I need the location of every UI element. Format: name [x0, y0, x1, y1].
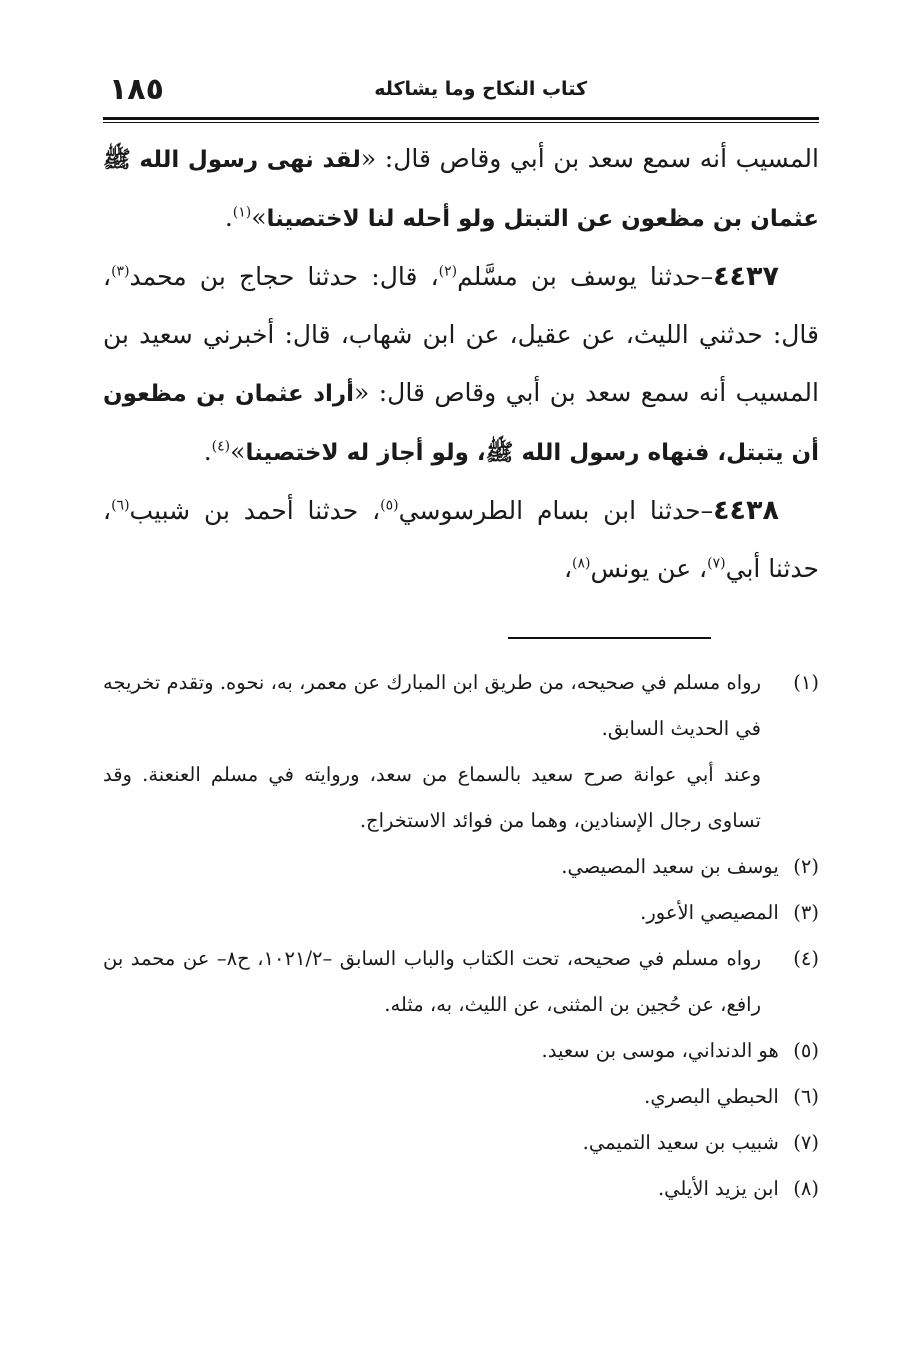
footnote-marker-3: (٣) [793, 901, 819, 924]
footnote-text-2: يوسف بن سعيد المصيصي. [561, 855, 779, 878]
h4438-text-a: –حدثنا ابن بسام الطرسوسي [398, 496, 714, 525]
footnote-separator [508, 637, 711, 639]
h4438-end: ، [563, 554, 573, 583]
footnote-2 [103, 844, 819, 890]
footnote-ref-5: (٥) [380, 497, 399, 514]
footnote-3 [103, 890, 819, 936]
footnote-marker-2: (٢) [793, 855, 819, 878]
footnote-ref-6: (٦) [111, 497, 130, 514]
footnote-text-4: رواه مسلم في صحيحه، تحت الكتاب والباب السابق –١٠٢١/٢، ح٨– عن محمد بن رافع، عن حُجين بن المثنى، عن الليث، به، مثله. [103, 947, 761, 1016]
h4438-text-b: ، حدثنا أحمد بن شبيب [129, 496, 381, 525]
footnote-ref-3: (٣) [111, 263, 130, 280]
h4437-text-b: ، قال: حدثنا حجاج بن محمد [129, 262, 439, 291]
paragraph-continuation [103, 130, 819, 248]
footnote-marker-1: (١) [793, 671, 819, 694]
h4438-text-c: ، حدثنا أبي [103, 496, 819, 583]
footnote-ref-4: (٤) [211, 438, 231, 455]
h4437-bold-quote: أراد عثمان بن مظعون أن يتبتل، فنهاه رسول الله ﷺ، ولو أجاز له لاختصينا [103, 381, 819, 466]
footnote-marker-7: (٧) [793, 1131, 819, 1154]
footnote-4 [103, 936, 819, 1028]
footnote-6 [103, 1074, 819, 1120]
footnote-7 [103, 1120, 819, 1166]
page-number: ١٨٥ [109, 72, 164, 107]
footnote-text-8: ابن يزيد الأيلي. [657, 1177, 779, 1200]
footnotes [103, 660, 819, 1212]
footnote-marker-4: (٤) [793, 947, 819, 970]
h4437-close: » [230, 437, 246, 466]
header-rule-thin [103, 122, 819, 123]
hadith-4438 [103, 482, 819, 598]
footnote-text-7: شبيب بن سعيد التميمي. [582, 1131, 779, 1154]
header-rule-thick [103, 117, 819, 120]
page-header [103, 70, 819, 118]
hadith-number-4437: ٤٤٣٧ [713, 261, 779, 292]
h4437-end: . [203, 437, 212, 466]
p1-bold-quote: لقد نهى رسول الله ﷺ عثمان بن مظعون عن التبتل ولو أحله لنا لاختصينا [103, 147, 819, 232]
footnote-marker-8: (٨) [793, 1177, 819, 1200]
footnote-ref-7: (٧) [707, 555, 726, 572]
footnote-8 [103, 1166, 819, 1212]
footnote-text-6: الحبطي البصري. [644, 1085, 779, 1108]
footnote-marker-6: (٦) [793, 1085, 819, 1108]
footnote-1 [103, 660, 819, 752]
footnote-ref-1: (١) [232, 204, 252, 221]
h4437-text-a: –حدثنا يوسف بن مسَّلم [457, 262, 714, 291]
footnote-ref-2: (٢) [438, 263, 458, 280]
running-title: كتاب النكاح وما يشاكله [374, 78, 587, 100]
p1-close: » [251, 203, 267, 232]
footnote-text-5: هو الدنداني، موسى بن سعيد. [541, 1039, 779, 1062]
h4437-text-c: ، قال: حدثني الليث، عن عقيل، عن ابن شهاب، قال: أخبرني سعيد بن المسيب أنه سمع سعد بن أبي وقاص قال: « [103, 262, 819, 407]
footnote-text-1: رواه مسلم في صحيحه، من طريق ابن المبارك عن معمر، به، نحوه. وتقدم تخريجه في الحديث السابق. [103, 671, 761, 740]
hadith-number-4438: ٤٤٣٨ [713, 495, 779, 526]
footnote-ref-8: (٨) [572, 555, 591, 572]
main-text [103, 130, 819, 598]
footnote-marker-5: (٥) [793, 1039, 819, 1062]
footnote-5 [103, 1028, 819, 1074]
footnote-1-continuation: وعند أبي عوانة صرح سعيد بالسماع من سعد، وروايته في مسلم العنعنة. وقد تساوى رجال الإسنادين، وهما من فوائد الاستخراج. [103, 763, 761, 832]
p1-plain: المسيب أنه سمع سعد بن أبي وقاص قال: « [360, 144, 819, 173]
footnote-text-3: المصيصي الأعور. [640, 901, 779, 924]
hadith-4437 [103, 248, 819, 482]
h4438-text-d: ، عن يونس [590, 554, 708, 583]
p1-end: . [224, 203, 233, 232]
